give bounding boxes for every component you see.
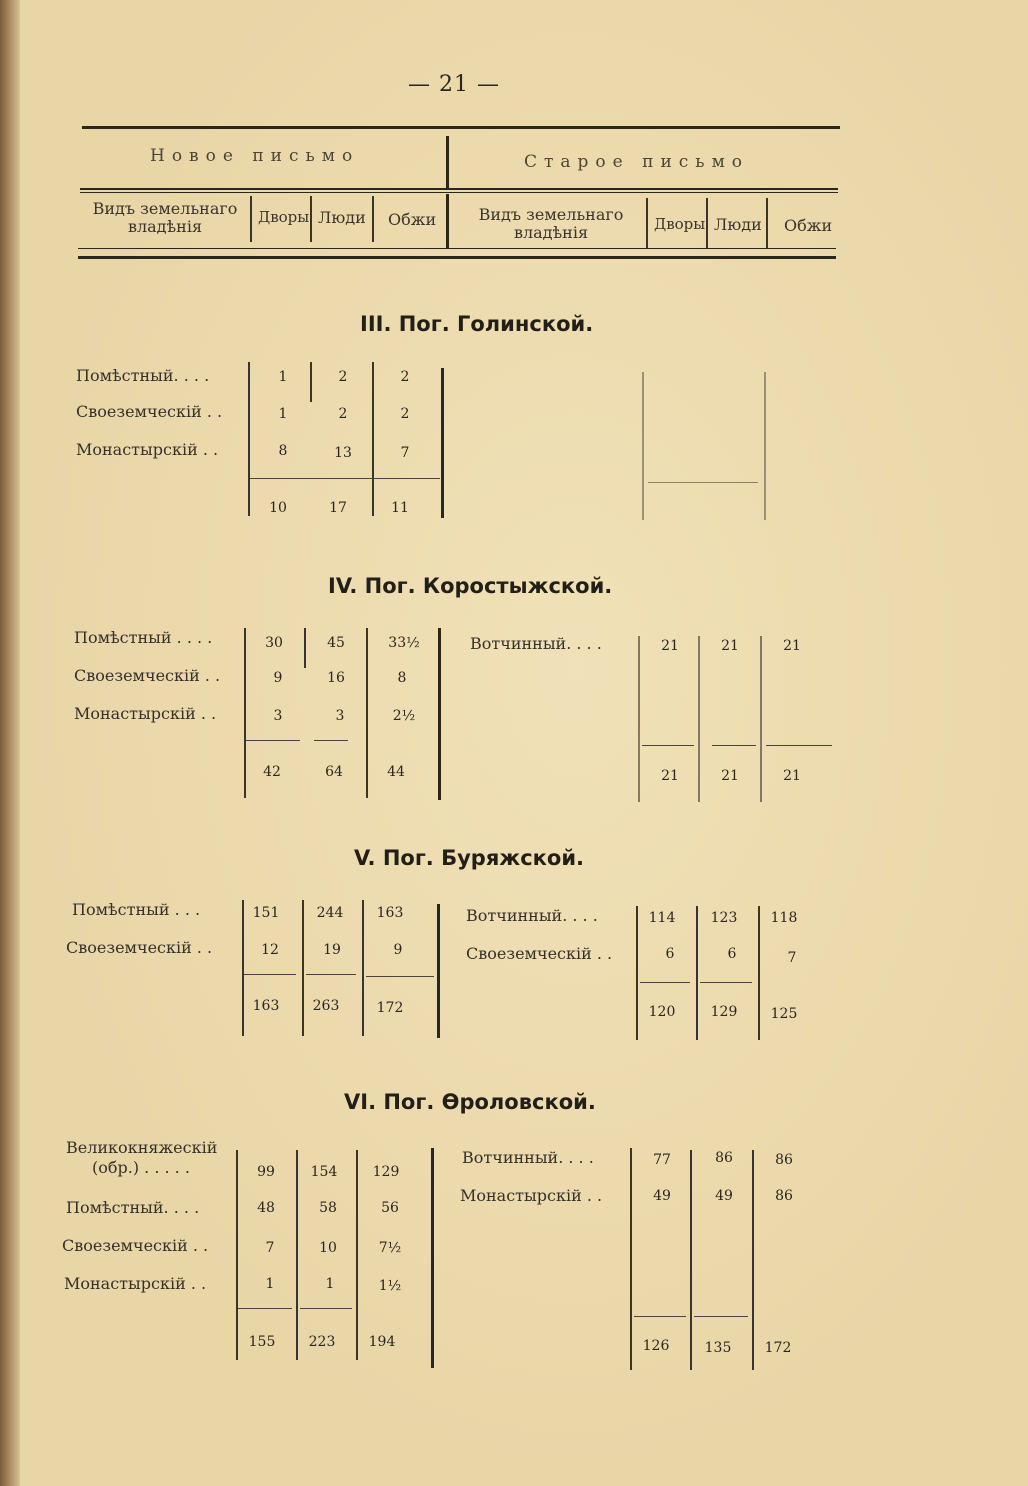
- cell-obzhi: 21: [783, 638, 801, 654]
- row-label: Своеземческій . .: [66, 938, 213, 957]
- row-label: Великокняжескій: [66, 1138, 218, 1157]
- total-lyudi: 129: [710, 1004, 738, 1020]
- row-label: Помѣстный. . . .: [76, 366, 210, 385]
- cell-obzhi: 8: [397, 670, 407, 686]
- cell-obzhi: 7: [400, 445, 410, 461]
- row-label-continuation: (обр.) . . . . .: [92, 1158, 190, 1177]
- cell-obzhi: 2½: [392, 708, 416, 724]
- row-label: Помѣстный . . .: [72, 900, 201, 919]
- row-label: Монастырскій . .: [64, 1274, 207, 1293]
- row-label: Своеземческій . .: [76, 402, 223, 421]
- cell-dvory: 99: [257, 1164, 275, 1180]
- total-lyudi: 223: [308, 1334, 336, 1350]
- cell-dvory: 7: [265, 1240, 275, 1256]
- cell-obzhi: 56: [381, 1200, 399, 1216]
- cell-lyudi: 2: [338, 369, 348, 385]
- old-col-dvory-header: Дворы: [654, 215, 706, 233]
- cell-obzhi: 7½: [378, 1240, 402, 1256]
- cell-dvory: 77: [653, 1152, 671, 1168]
- cell-lyudi: 58: [319, 1200, 337, 1216]
- new-col-lyudi-header: Люди: [318, 208, 366, 227]
- section-title: IV. Пог. Коростыжской.: [328, 574, 613, 598]
- total-dvory: 21: [661, 768, 679, 784]
- new-col-dvory-header: Дворы: [258, 208, 310, 226]
- total-obzhi: 21: [783, 768, 801, 784]
- cell-lyudi: 10: [319, 1240, 337, 1256]
- cell-obzhi: 2: [400, 369, 410, 385]
- cell-dvory: 48: [257, 1200, 275, 1216]
- cell-obzhi: 33½: [388, 635, 420, 651]
- cell-dvory: 1: [265, 1276, 275, 1292]
- cell-lyudi: 45: [327, 635, 345, 651]
- cell-dvory: 114: [648, 910, 676, 926]
- old-col-obzhi-header: Обжи: [784, 216, 833, 235]
- new-letter-title: Новое письмо: [150, 146, 360, 166]
- cell-obzhi: 118: [770, 910, 798, 926]
- cell-dvory: 12: [261, 942, 279, 958]
- row-label: Вотчинный. . . .: [466, 906, 598, 925]
- cell-dvory: 8: [278, 443, 288, 459]
- book-spine-shadow: [0, 0, 20, 1486]
- cell-lyudi: 3: [335, 708, 345, 724]
- total-obzhi: 44: [387, 764, 405, 780]
- new-col-type-header: Видъ земельнаго владѣнія: [92, 199, 238, 236]
- cell-lyudi: 244: [316, 905, 344, 921]
- total-lyudi: 64: [325, 764, 343, 780]
- section-title: VI. Пог. Ѳроловской.: [344, 1090, 596, 1114]
- cell-dvory: 1: [278, 369, 288, 385]
- total-dvory: 10: [269, 500, 287, 516]
- cell-lyudi: 19: [323, 942, 341, 958]
- cell-lyudi: 49: [715, 1188, 733, 1204]
- cell-lyudi: 1: [325, 1276, 335, 1292]
- total-dvory: 120: [648, 1004, 676, 1020]
- cell-dvory: 3: [273, 708, 283, 724]
- old-col-type-header: Видъ земельнаго владѣнія: [478, 205, 624, 242]
- old-letter-title: Старое письмо: [524, 152, 750, 172]
- row-label: Помѣстный. . . .: [66, 1198, 200, 1217]
- row-label: Монастырскій . .: [76, 440, 219, 459]
- cell-lyudi: 154: [310, 1164, 338, 1180]
- total-dvory: 163: [252, 998, 280, 1014]
- cell-lyudi: 86: [715, 1150, 733, 1166]
- cell-lyudi: 2: [338, 406, 348, 422]
- cell-dvory: 49: [653, 1188, 671, 1204]
- cell-lyudi: 13: [334, 445, 352, 461]
- total-lyudi: 21: [721, 768, 739, 784]
- cell-dvory: 9: [273, 670, 283, 686]
- total-lyudi: 135: [704, 1340, 732, 1356]
- row-label: Монастырскій . .: [74, 704, 217, 723]
- cell-lyudi: 6: [727, 946, 737, 962]
- cell-obzhi: 129: [372, 1164, 400, 1180]
- cell-dvory: 1: [278, 406, 288, 422]
- total-dvory: 42: [263, 764, 281, 780]
- cell-lyudi: 123: [710, 910, 738, 926]
- row-label: Вотчинный. . . .: [470, 634, 602, 653]
- cell-lyudi: 16: [327, 670, 345, 686]
- row-label: Своеземческій . .: [62, 1236, 209, 1255]
- section-title: V. Пог. Буряжской.: [354, 846, 585, 870]
- total-dvory: 155: [248, 1334, 276, 1350]
- total-obzhi: 11: [391, 500, 409, 516]
- cell-dvory: 30: [265, 635, 283, 651]
- row-label: Помѣстный . . . .: [74, 628, 213, 647]
- cell-dvory: 6: [665, 946, 675, 962]
- row-label: Монастырскій . .: [460, 1186, 603, 1205]
- cell-obzhi: 9: [393, 942, 403, 958]
- cell-obzhi: 2: [400, 406, 410, 422]
- old-col-lyudi-header: Люди: [714, 215, 762, 234]
- total-dvory: 126: [642, 1338, 670, 1354]
- cell-obzhi: 7: [787, 950, 797, 966]
- cell-obzhi: 86: [775, 1152, 793, 1168]
- total-obzhi: 125: [770, 1006, 798, 1022]
- total-lyudi: 17: [329, 500, 347, 516]
- page-number: — 21 —: [408, 72, 500, 97]
- total-obzhi: 194: [368, 1334, 396, 1350]
- cell-dvory: 151: [252, 905, 280, 921]
- total-lyudi: 263: [312, 998, 340, 1014]
- row-label: Своеземческій . .: [74, 666, 221, 685]
- cell-lyudi: 21: [721, 638, 739, 654]
- row-label: Своеземческій . .: [466, 944, 613, 963]
- section-title: III. Пог. Голинской.: [360, 312, 594, 336]
- new-col-obzhi-header: Обжи: [388, 210, 437, 229]
- total-obzhi: 172: [764, 1340, 792, 1356]
- cell-obzhi: 86: [775, 1188, 793, 1204]
- cell-obzhi: 163: [376, 905, 404, 921]
- cell-obzhi: 1½: [378, 1278, 402, 1294]
- cell-dvory: 21: [661, 638, 679, 654]
- total-obzhi: 172: [376, 1000, 404, 1016]
- row-label: Вотчинный. . . .: [462, 1148, 594, 1167]
